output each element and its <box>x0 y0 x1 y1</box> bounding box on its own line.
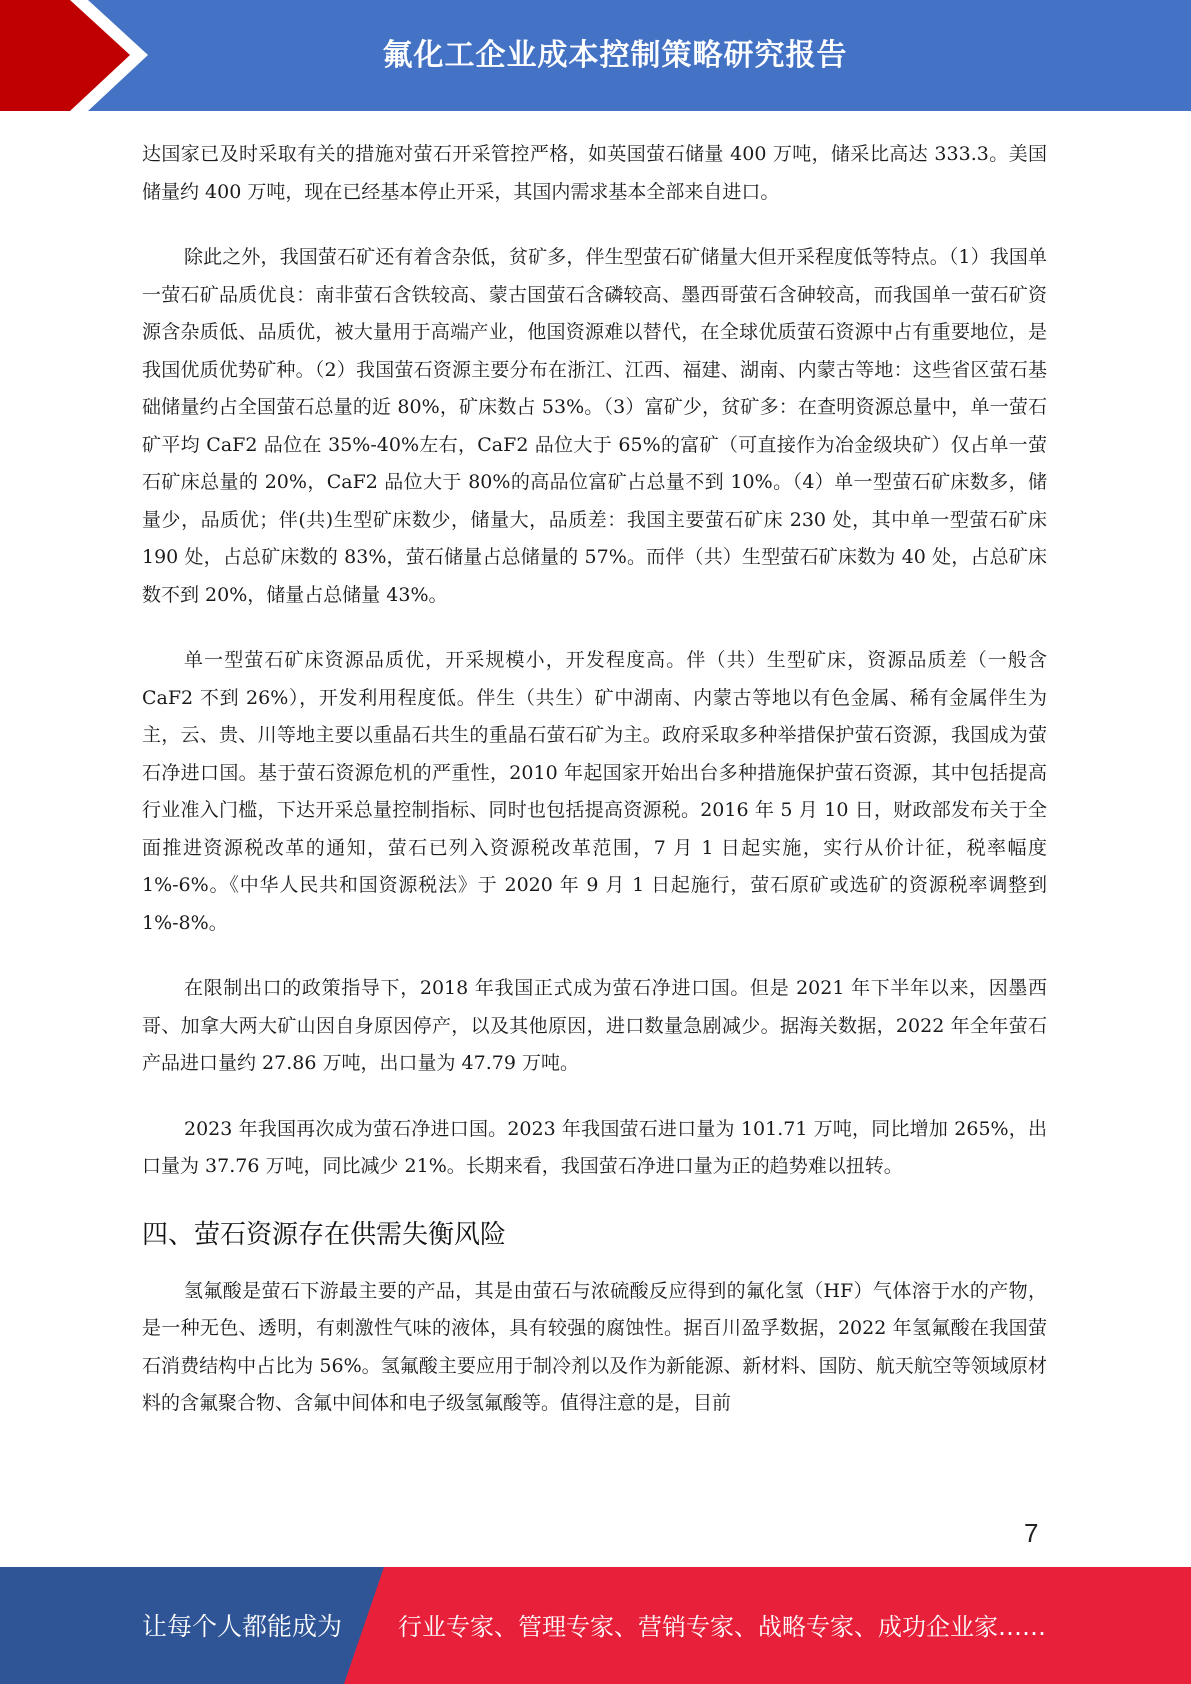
footer-slogan-left: 让每个人都能成为 <box>142 1612 343 1641</box>
paragraph: 单一型萤石矿床资源品质优，开采规模小，开发程度高。伴（共）生型矿床，资源品质差（一般含 CaF2 不到 26%），开发利用程度低。伴生（共生）矿中湖南、内蒙古等地以有色金属、稀有金属伴生为主，云、贵、川等地主要以重晶石共生的重晶石萤石矿为主。政府采取多种举措保护萤石资源，我国成为萤石净进口国。基于萤石资源危机的严重性，2010 年起国家开始出台多种措施保护萤石资源，其中包括提高行业准入门槛，下达开采总量控制指标、同时也包括提高资源税。2016 年 5 月 10 日，财政部发布关于全面推进资源税改革的通知，萤石已列入资源税改革范围，7 月 1 日起实施，实行从价计征，税率幅度 1%-6%。《中华人民共和国资源税法》于 2020 年 9 月 1 日起施行，萤石原矿或选矿的资源税率调整到 1%-8%。 <box>142 649 1047 934</box>
paragraph: 在限制出口的政策指导下，2018 年我国正式成为萤石净进口国。但是 2021 年下半年以来，因墨西哥、加拿大两大矿山因自身原因停产，以及其他原因，进口数量急剧减少。据海关数据，2022 年全年萤石产品进口量约 27.86 万吨，出口量为 47.79 万吨。 <box>142 977 1047 1074</box>
section-paragraph: 氢氟酸是萤石下游最主要的产品，其是由萤石与浓硫酸反应得到的氟化氢（HF）气体溶于水的产物，是一种无色、透明，有刺激性气味的液体，具有较强的腐蚀性。据百川盈孚数据，2022 年氢氟酸在我国萤石消费结构中占比为 56%。氢氟酸主要应用于制冷剂以及作为新能源、新材料、国防、航天航空等领域原材料的含氟聚合物、含氟中间体和电子级氢氟酸等。值得注意的是，目前 <box>142 1279 1047 1414</box>
report-title: 氟化工企业成本控制策略研究报告 <box>382 38 848 73</box>
page-content <box>142 136 1047 1451</box>
page-number: 7 <box>1024 1518 1039 1548</box>
paragraph-continued: 达国家已及时采取有关的措施对萤石开采管控严格，如英国萤石储量 400 万吨，储采比高达 333.3。美国储量约 400 万吨，现在已经基本停止开采，其国内需求基本全部来自进口。 <box>142 143 1047 203</box>
page-footer <box>0 1567 1191 1684</box>
paragraph: 2023 年我国再次成为萤石净进口国。2023 年我国萤石进口量为 101.71 万吨，同比增加 265%，出口量为 37.76 万吨，同比减少 21%。长期来看，我国萤石净进口量为正的趋势难以扭转。 <box>142 1117 1047 1177</box>
section-heading: 四、萤石资源存在供需失衡风险 <box>142 1219 507 1250</box>
paragraph: 除此之外，我国萤石矿还有着含杂低，贫矿多，伴生型萤石矿储量大但开采程度低等特点。（1）我国单一萤石矿品质优良：南非萤石含铁较高、蒙古国萤石含磷较高、墨西哥萤石含砷较高，而我国单一萤石矿资源含杂质低、品质优，被大量用于高端产业，他国资源难以替代，在全球优质萤石资源中占有重要地位，是我国优质优势矿种。（2）我国萤石资源主要分布在浙江、江西、福建、湖南、内蒙古等地：这些省区萤石基础储量约占全国萤石总量的近 80%，矿床数占 53%。（3）富矿少，贫矿多：在查明资源总量中，单一萤石矿平均 CaF2 品位在 35%-40%左右，CaF2 品位大于 65%的富矿（可直接作为冶金级块矿）仅占单一萤石矿床总量的 20%，CaF2 品位大于 80%的高品位富矿占总量不到 10%。（4）单一型萤石矿床数多，储量少，品质优；伴(共)生型矿床数少，储量大，品质差：我国主要萤石矿床 230 处，其中单一型萤石矿床 190 处，占总矿床数的 83%，萤石储量占总储量的 57%。而伴（共）生型萤石矿床数为 40 处，占总矿床数不到 20%，储量占总储量 43%。 <box>142 246 1047 606</box>
footer-slogan-right: 行业专家、管理专家、营销专家、战略专家、成功企业家…… <box>398 1613 1046 1641</box>
page-header <box>0 0 1191 111</box>
